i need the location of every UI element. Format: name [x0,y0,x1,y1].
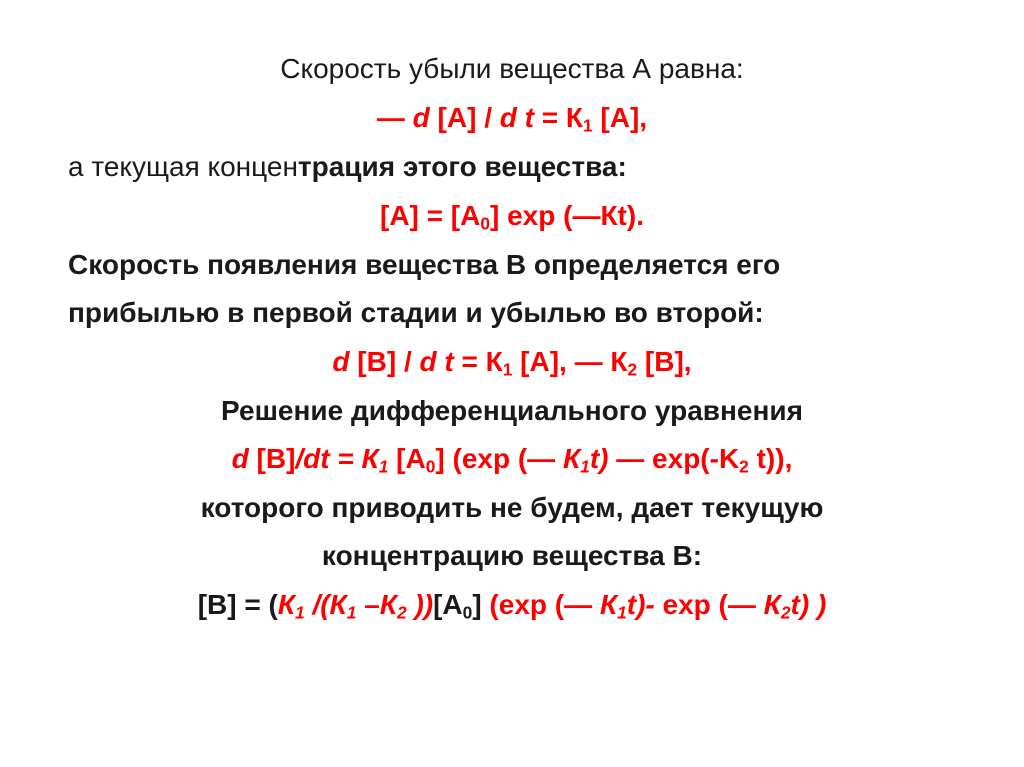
line-10 [0,491,1024,525]
line-8 [0,394,1024,428]
eq-part: = К [534,102,583,133]
eq-part: t) [589,443,609,474]
line-1 [0,52,1024,86]
eq-part: d [412,102,430,133]
eq-part: [А] = [А [380,200,481,231]
eq-subscript: 0 [480,213,490,234]
eq-part: t)), [748,443,793,474]
eq-subscript: 1 [583,115,593,136]
line-3-normal: а текущая концен [68,151,298,182]
eq-part: [А [388,443,426,474]
eq-part: /(К [304,589,347,620]
eq-part: К [763,589,781,620]
eq-part: [А], [592,102,648,133]
eq-part: [В] / [349,346,420,377]
eq-part: К [562,443,581,474]
line-5 [68,248,780,282]
line-6 [68,296,764,330]
eq-part: d [332,346,350,377]
eq-subscript: 1 [378,456,389,477]
eq-subscript: 1 [580,456,590,477]
eq-part: )) [406,589,434,620]
eq-part: [А], — К [512,346,628,377]
eq-subscript: 0 [425,456,436,477]
eq-subscript: 2 [397,602,407,623]
eq-part: t) ) [790,589,827,620]
eq-part: t)- [626,589,663,620]
line-3 [68,150,627,184]
eq-part: d [419,346,437,377]
eq-part: — [376,102,413,133]
eq-subscript: 1 [617,602,627,623]
eq-subscript: 2 [627,359,638,380]
eq-subscript: 1 [346,602,357,623]
equation-concentration-b [0,588,1024,622]
eq-part: [В] = ( [197,589,278,620]
line-3-bold: трация этого вещества: [297,151,627,182]
eq-part: К [599,589,618,620]
eq-subscript: 2 [780,602,791,623]
eq-part: ] exp (—Кt). [490,200,644,231]
line-11-text: концентрацию вещества В: [321,540,703,571]
line-10-text: которого приводить не будем, дает текущую [200,492,824,523]
line-11 [0,539,1024,573]
eq-part: d [231,443,249,474]
eq-subscript: 1 [295,602,305,623]
line-5-text: Скорость появления вещества В определяется его [68,249,781,280]
eq-part: d [499,102,517,133]
eq-part: — exp(-K [608,443,740,474]
eq-part: /dt = К [295,443,379,474]
eq-part: t [436,346,454,377]
eq-part: (exp (— [489,589,600,620]
eq-subscript: 1 [502,359,513,380]
eq-part: t [516,102,534,133]
line-8-text: Решение дифференциального уравнения [221,395,803,426]
equation-concentration-a [0,199,1024,233]
eq-part: = К [453,346,503,377]
eq-subscript: 2 [739,456,749,477]
eq-part: К [277,589,296,620]
line-1-text: Скорость убыли вещества А равна: [280,53,744,84]
line-6-text: прибылью в первой стадии и убылью во второй: [68,297,764,328]
eq-part: exp (— [662,589,764,620]
equation-rate-a [0,101,1024,135]
equation-differential [0,442,1024,476]
eq-part: [В] [248,443,296,474]
eq-subscript: 0 [462,602,473,623]
eq-part: ] [472,589,490,620]
eq-part: [А] / [429,102,500,133]
equation-rate-b [0,345,1024,379]
eq-part: [А [433,589,463,620]
eq-part: ] (exp (— [435,443,563,474]
eq-part: [В], [637,346,692,377]
eq-part: –К [356,589,398,620]
